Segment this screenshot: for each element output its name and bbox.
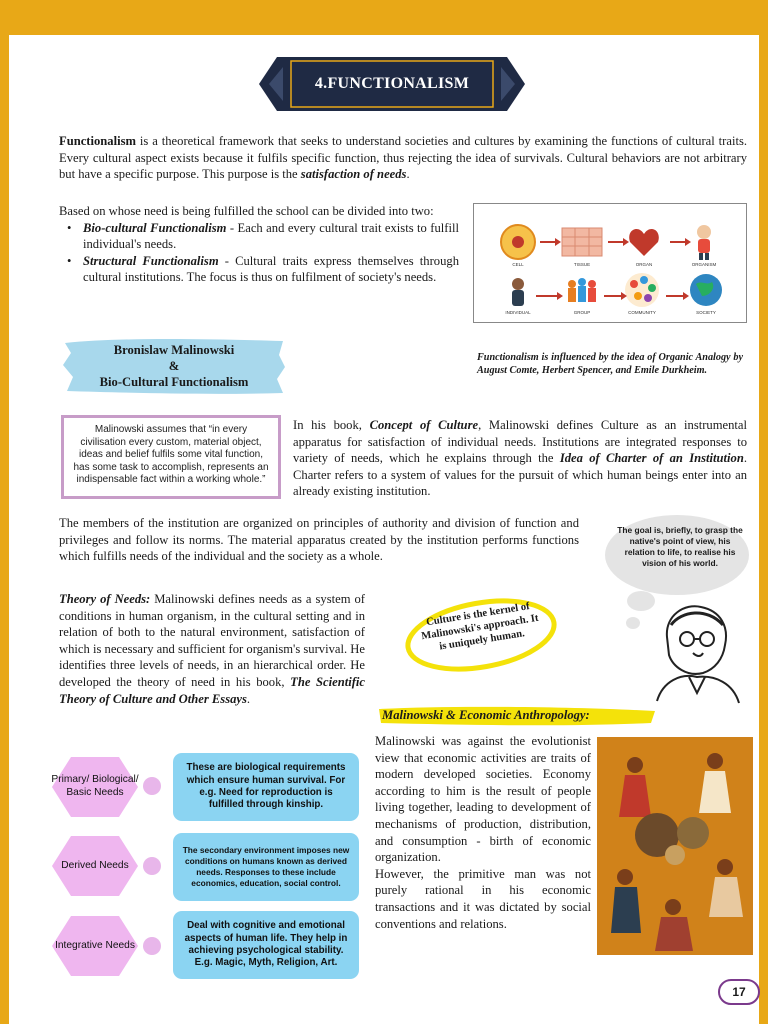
- concept-paragraph: [293, 417, 747, 500]
- figure-label: COMMUNITY: [628, 310, 656, 315]
- need-hexagon: [51, 756, 139, 818]
- econ-text: However, the primitive man was not purely rational in his economic transactions and it was dictated by social conventions and relations.: [375, 866, 591, 931]
- kernel-callout: Culture is the kernel of Malinowski's approach. It is uniquely human.: [420, 601, 540, 653]
- arrow-icon: [604, 295, 622, 297]
- heading-line: Bronislaw Malinowski: [113, 343, 235, 357]
- intro-text: is a theoretical framework that seeks to understand societies and cultures by examining the functions of cultural traits. Every cultural aspect exists because it fulfils specific function, thus rejecting the idea of survivals. Cultural behaviors are not arbitrary but have a specific purpose. This purpose is the: [59, 134, 747, 182]
- need-label: Integrative Needs: [55, 939, 135, 951]
- figure-label: ORGAN: [635, 262, 653, 267]
- division-list: [59, 220, 459, 286]
- list-item-term: Structural Functionalism: [83, 253, 219, 268]
- figure-label: CELL: [512, 262, 524, 267]
- need-description: Deal with cognitive and emotional aspects of human life. They help in achieving psychological stability. E.g. Magic, Myth, Religion, Art.: [173, 911, 359, 979]
- list-item-text: - Each and every cultural trait exists to fulfill individual's needs.: [83, 220, 459, 252]
- connector-dot: [143, 777, 161, 795]
- concept-text: , Malinowski defines Culture as an instrumental apparatus for satisfaction of individual needs. Institutions are integrated responses to variety of needs, which he explains through the: [293, 418, 748, 466]
- organic-analogy-figure: [473, 203, 747, 323]
- theory-book: The Scientific Theory of Culture and Other Essays: [59, 674, 366, 706]
- figure-label: TISSUE: [573, 262, 591, 267]
- concept-book: Concept of Culture: [369, 418, 479, 432]
- concept-idea: Idea of Charter of an Institution: [559, 451, 744, 466]
- figure-label: INDIVIDUAL: [505, 310, 531, 315]
- malinowski-portrait: [637, 597, 747, 707]
- figure-label: GROUP: [573, 310, 591, 315]
- arrow-icon: [536, 295, 558, 297]
- figure-label: SOCIETY: [696, 310, 716, 315]
- list-item-term: Bio-cultural Functionalism: [83, 220, 227, 235]
- list-item-text: - Cultural traits express themselves through cultural institutions. The focus is thus on fulfilment of society's needs.: [83, 253, 459, 285]
- heading-line: &: [168, 359, 180, 373]
- page-title: 4.FUNCTIONALISM: [314, 75, 470, 92]
- intro-term: Functionalism: [59, 134, 136, 148]
- quote-box: Malinowski assumes that “in every civilisation every custom, material object, ideas and belief fulfils some vital function, has some task to accomplish, represents an indispensable fact within a working whole.”: [61, 415, 281, 499]
- members-paragraph: The members of the institution are organized on principles of authority and division of function and privileges and follow its norms. The material apparatus created by the institution performs functions which fulfills needs of the individual and the society as a whole.: [59, 516, 579, 564]
- connector-dot: [143, 937, 161, 955]
- concept-text: In his book,: [293, 418, 370, 432]
- need-hexagon: [51, 915, 139, 977]
- thought-bubble-text: The goal is, briefly, to grasp the native's point of view, his relation to life, to realise his vision of his world.: [617, 525, 743, 568]
- connector-dot: [143, 857, 161, 875]
- list-item: [59, 253, 459, 286]
- need-hexagon: [51, 835, 139, 897]
- need-label: Primary/ Biological/ Basic Needs: [51, 774, 139, 798]
- theory-end: .: [246, 691, 251, 706]
- heading-line: Bio-Cultural Functionalism: [99, 375, 249, 389]
- title-banner: [259, 57, 525, 111]
- arrow-icon: [666, 295, 684, 297]
- need-label: Derived Needs: [61, 859, 129, 871]
- arrow-icon: [608, 241, 624, 243]
- division-lead: Based on whose need is being fulfilled the school can be divided into two:: [59, 204, 434, 218]
- theory-term: Theory of Needs:: [59, 592, 151, 606]
- need-description: These are biological requirements which ensure human survival. For e.g. Need for reproduction is fulfilled through kinship.: [173, 753, 359, 821]
- list-item: [59, 220, 459, 253]
- econ-heading: Malinowski & Economic Anthropology:: [382, 708, 590, 722]
- division-block: [59, 203, 459, 286]
- econ-paragraph: [375, 733, 591, 932]
- market-illustration: [597, 737, 753, 955]
- intro-end: .: [406, 167, 410, 182]
- section-heading: [61, 342, 287, 390]
- intro-paragraph: [59, 133, 747, 183]
- theory-paragraph: [59, 591, 365, 707]
- page: [9, 35, 759, 1024]
- intro-emphasis: satisfaction of needs: [300, 167, 407, 182]
- need-description: The secondary environment imposes new conditions on humans known as derived needs. Responses to these include economics, education, social control.: [173, 833, 359, 901]
- arrow-icon: [540, 241, 556, 243]
- concept-text: . Charter refers to a system of values for the pursuit of which human beings enter into an already existing institution.: [293, 451, 747, 499]
- figure-caption: Functionalism is influenced by the idea of Organic Analogy by August Comte, Herbert Spencer, and Emile Durkheim.: [477, 352, 743, 377]
- theory-text: Malinowski defines needs as a system of conditions in human organism, in the cultural setting and in relation of both to the natural environment, satisfaction of which is necessary and sufficient for organism's survival. He identifies three levels of needs, in an hierarchical order. He developed the theory of need in his book,: [59, 592, 365, 689]
- page-number: 17: [718, 979, 760, 1005]
- figure-label: ORGANISM: [691, 262, 717, 267]
- econ-text: Malinowski was against the evolutionist view that economic activities are traits of modern developed societies. Economy according to him is the result of people living together, leading to development of mechanisms of production, distribution, and consumption - birth of economic organization.: [375, 734, 591, 865]
- arrow-icon: [670, 241, 686, 243]
